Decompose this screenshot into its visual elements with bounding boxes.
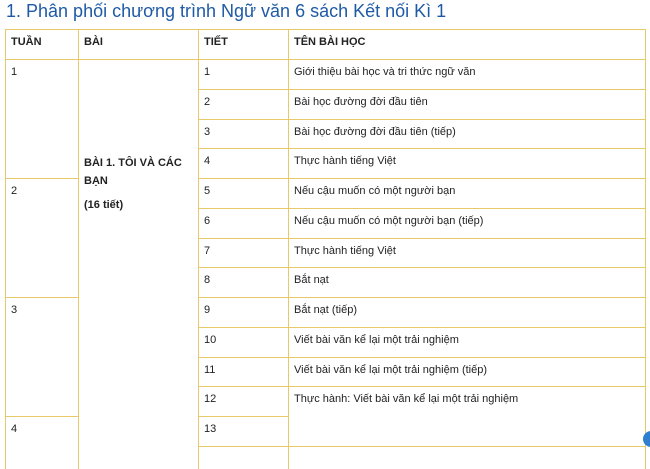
- week-cell: 1: [11, 66, 18, 78]
- tiet-cell: 3: [204, 125, 211, 138]
- grid-line: [198, 178, 646, 179]
- lesson-title-cell: Viết bài văn kể lại một trải nghiệm: [294, 333, 459, 346]
- grid-line: [198, 327, 646, 328]
- lesson-title-cell: [288, 416, 646, 428]
- tiet-cell: 8: [204, 274, 211, 287]
- grid-line: [198, 446, 646, 447]
- grid-line: [198, 238, 646, 239]
- grid-line: [198, 357, 646, 358]
- lesson-title-cell: Thực hành: Viết bài văn kể lại một trải nghiệm: [294, 393, 519, 406]
- lesson-title-cell: Nếu cậu muốn có một người bạn (tiếp): [294, 214, 484, 227]
- header-ten-bai-hoc: TÊN BÀI HỌC: [294, 36, 366, 48]
- header-tuan: TUẦN: [11, 36, 42, 48]
- tiet-cell: 1: [204, 66, 211, 78]
- page-title: 1. Phân phối chương trình Ngữ văn 6 sách Kết nối Kì 1: [6, 1, 447, 21]
- tiet-cell: 5: [204, 185, 211, 197]
- header-tiet: TIẾT: [204, 36, 228, 48]
- tiet-cell: 7: [204, 244, 211, 257]
- grid-line: [5, 29, 646, 30]
- tiet-cell: 9: [204, 304, 211, 316]
- tiet-cell: 4: [204, 155, 211, 168]
- week-cell: 2: [11, 185, 18, 197]
- grid-line: [198, 208, 646, 209]
- grid-line: [198, 416, 288, 417]
- grid-line: [5, 29, 6, 469]
- grid-line: [78, 29, 79, 469]
- lesson-group-duration: (16 tiết): [84, 199, 124, 211]
- grid-line: [5, 416, 78, 417]
- lesson-title-cell: Viết bài văn kể lại một trải nghiệm (tiếp): [294, 363, 487, 376]
- tiet-cell: 13: [204, 423, 217, 435]
- grid-line: [198, 148, 646, 149]
- grid-line: [198, 119, 646, 120]
- grid-line: [198, 297, 646, 298]
- lesson-title-cell: Bài học đường đời đầu tiên (tiếp): [294, 125, 456, 138]
- week-cell: 4: [11, 423, 18, 435]
- tiet-cell: 6: [204, 214, 211, 227]
- grid-line: [198, 89, 646, 90]
- grid-line: [288, 29, 289, 469]
- tiet-cell: 12: [204, 393, 217, 406]
- lesson-title-cell: Thực hành tiếng Việt: [294, 155, 396, 168]
- lesson-title-cell: Giới thiệu bài học và tri thức ngữ văn: [294, 66, 476, 78]
- grid-line: [198, 267, 646, 268]
- lesson-title-cell: Bài học đường đời đầu tiên: [294, 95, 428, 108]
- grid-line: [5, 59, 646, 60]
- lesson-title-cell: Bắt nạt: [294, 274, 329, 287]
- grid-line: [198, 29, 199, 469]
- lesson-title-cell: Thực hành tiếng Việt: [294, 244, 396, 257]
- tiet-cell: 2: [204, 95, 211, 108]
- grid-line: [5, 178, 78, 179]
- week-cell: 3: [11, 304, 18, 316]
- grid-line: [645, 29, 646, 469]
- lesson-title-cell: Bắt nạt (tiếp): [294, 304, 357, 316]
- lesson-group-name: BÀI 1. TÔI VÀ CÁC BẠN: [84, 157, 182, 187]
- grid-line: [5, 297, 78, 298]
- curriculum-table: [5, 29, 646, 469]
- grid-line: [198, 386, 646, 387]
- tiet-cell: 10: [204, 333, 217, 346]
- lesson-title-cell: Nếu cậu muốn có một người bạn: [294, 185, 456, 197]
- header-bai: BÀI: [84, 36, 103, 48]
- tiet-cell: 11: [204, 363, 216, 376]
